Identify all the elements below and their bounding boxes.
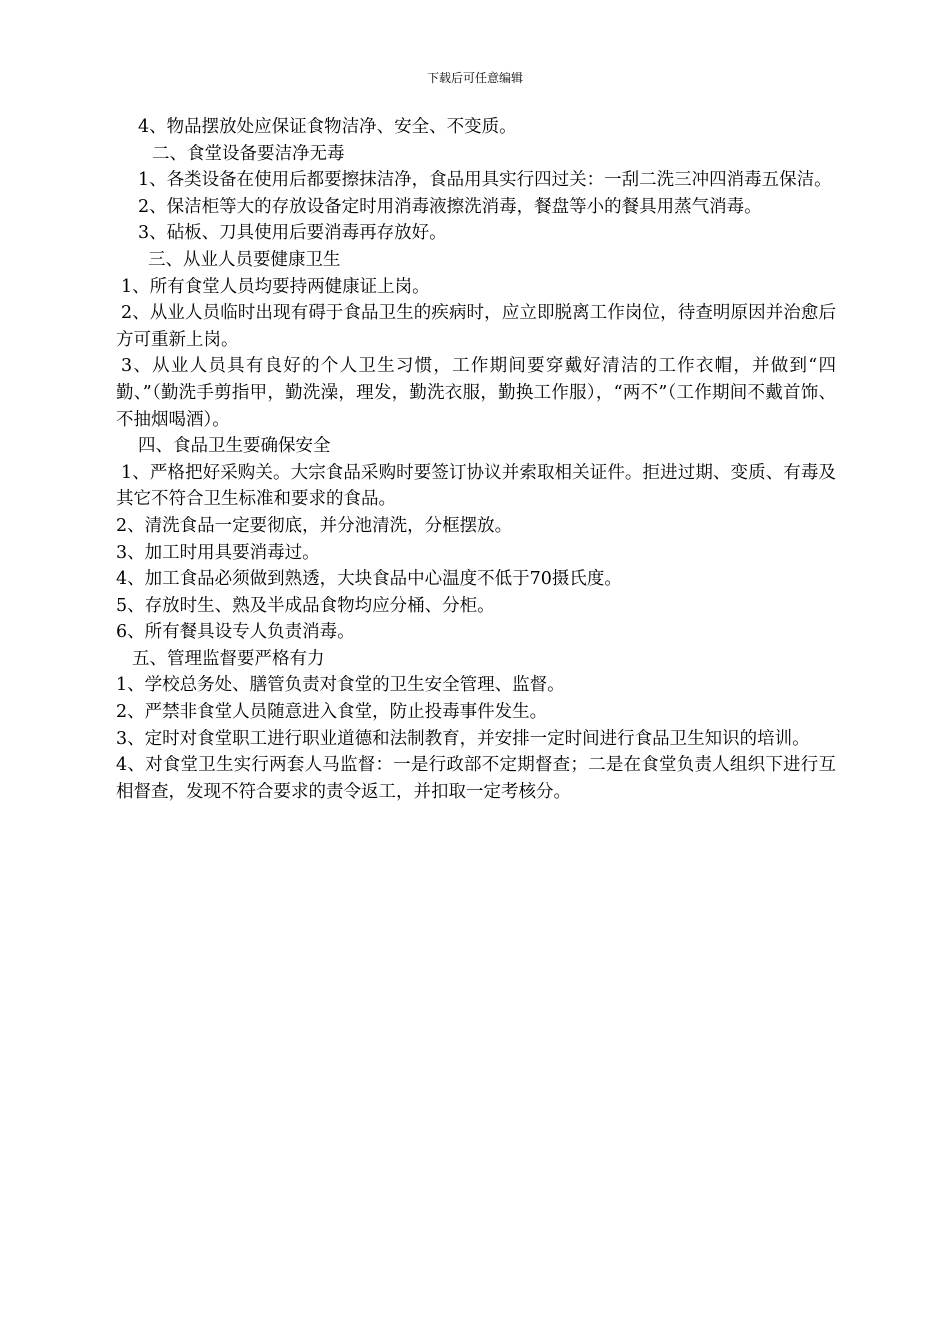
paragraph: 2、清洗食品一定要彻底，并分池清洗，分框摆放。 [116,515,513,536]
paragraph: 3、砧板、刀具使用后要消毒再存放好。 [138,223,447,244]
document-body [116,114,836,805]
paragraph: 2、从业人员临时出现有碍于食品卫生的疾病时，应立即脱离工作岗位，待查明原因并治愈后方可重新上岗。 [116,303,836,350]
paragraph: 4、加工食品必须做到熟透，大块食品中心温度不低于70摄氏度。 [116,569,622,590]
page-header: 下载后可任意编辑 [426,71,523,85]
section-heading: 三、从业人员要健康卫生 [148,249,341,270]
paragraph: 1、所有食堂人员均要持两健康证上岗。 [121,276,430,297]
paragraph: 3、加工时用具要消毒过。 [116,542,320,563]
paragraph: 1、严格把好采购关。大宗食品采购时要签订协议并索取相关证件。拒进过期、变质、有毒及其它不符合卫生标准和要求的食品。 [116,462,836,510]
section-heading: 二、食堂设备要洁净无毒 [152,143,345,164]
paragraph: 2、严禁非食堂人员随意进入食堂，防止投毒事件发生。 [116,702,548,723]
paragraph: 4、物品摆放处应保证食物洁净、安全、不变质。 [138,117,517,137]
section-heading: 四、食品卫生要确保安全 [138,436,331,457]
paragraph: 2、保洁柜等大的存放设备定时用消毒液擦洗消毒，餐盘等小的餐具用蒸气消毒。 [138,196,762,217]
paragraph: 1、各类设备在使用后都要擦抹洁净，食品用具实行四过关：一刮二洗三冲四消毒五保洁。 [138,170,832,191]
paragraph: 3、从业人员具有良好的个人卫生习惯，工作期间要穿戴好清洁的工作衣帽，并做到“四勤、”（勤洗手剪指甲，勤洗澡，理发，勤洗衣服，勤换工作服），“两不”（工作期间不戴首饰、不抽烟喝酒）。 [116,356,836,430]
paragraph: 1、学校总务处、膳管负责对食堂的卫生安全管理、监督。 [116,675,565,696]
paragraph: 6、所有餐具设专人负责消毒。 [116,622,355,643]
paragraph: 4、对食堂卫生实行两套人马监督：一是行政部不定期督查；二是在食堂负责人组织下进行互相督查，发现不符合要求的责令返工，并扣取一定考核分。 [116,755,836,802]
section-heading: 五、管理监督要严格有力 [132,648,325,669]
paragraph: 3、定时对食堂职工进行职业道德和法制教育，并安排一定时间进行食品卫生知识的培训。 [116,728,810,749]
paragraph: 5、存放时生、熟及半成品食物均应分桶、分柜。 [116,595,495,616]
